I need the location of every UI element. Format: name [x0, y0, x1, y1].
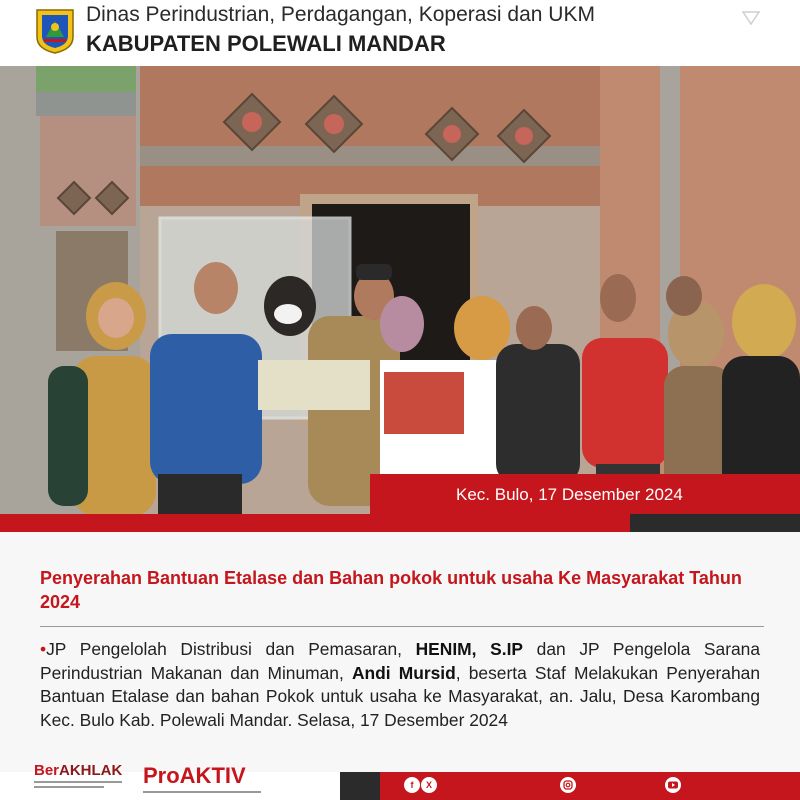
agency-name: Dinas Perindustrian, Perdagangan, Koperasi dan UKM: [86, 3, 595, 26]
body-part-2: dan JP Pengelola Sarana Perindustrian Makanan dan Minuman,: [40, 639, 761, 683]
proaktiv-logo: ProAKTIV: [143, 763, 246, 788]
event-photo: [0, 66, 800, 518]
photo-caption: Kec. Bulo, 17 Desember 2024: [456, 485, 683, 504]
instagram-icon[interactable]: [560, 777, 576, 793]
header: [0, 0, 800, 66]
article-body: [40, 638, 760, 732]
youtube-icon[interactable]: [665, 777, 681, 793]
body-part-3: , beserta Staf Melakukan Penyerahan Bantuan Etalase dan bahan Pokok untuk usaha ke Masyarakat, an. Jalu, Desa Karombang Kec. Bulo Kab. Polewali Mandar. Selasa, 17 Desember 2024: [40, 662, 760, 730]
person-name-andi: Andi Mursid: [351, 662, 456, 683]
dark-stripe: [630, 514, 800, 532]
article-title: Penyerahan Bantuan Etalase dan Bahan pokok untuk usaha Ke Masyarakat Tahun 2024: [40, 568, 742, 612]
divider: [40, 626, 764, 627]
berakhlak-logo: BerAKHLAK: [34, 762, 123, 779]
bullet: •: [40, 639, 47, 659]
body-part-1: JP Pengelolah Distribusi dan Pemasaran,: [46, 639, 402, 659]
regency-emblem-icon: [34, 7, 76, 55]
x-icon[interactable]: X: [421, 777, 437, 793]
proaktiv-tagline-graphic: [143, 789, 273, 796]
facebook-icon[interactable]: f: [404, 777, 420, 793]
person-name-henim: HENIM, S.IP: [415, 639, 523, 659]
red-stripe: [0, 514, 630, 532]
berakhlak-tagline-graphic: [34, 780, 134, 791]
regency-name: KABUPATEN POLEWALI MANDAR: [86, 31, 446, 56]
triangle-down-icon: [742, 11, 760, 25]
